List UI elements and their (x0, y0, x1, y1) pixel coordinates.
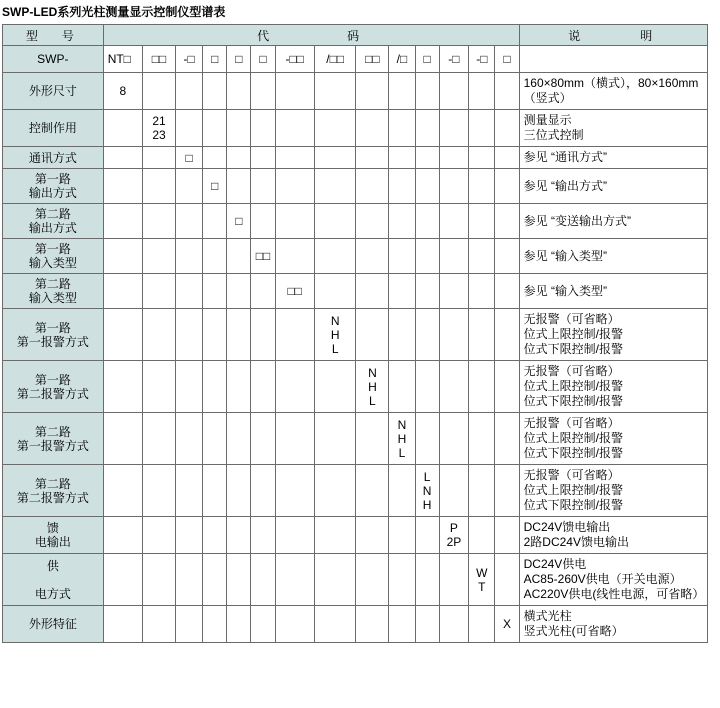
code-cell-empty (439, 309, 469, 361)
code-cell-12: -□ (469, 46, 495, 73)
code-cell-empty (469, 110, 495, 147)
row-label-swp: SWP- (3, 46, 104, 73)
code-cell-empty (389, 606, 415, 643)
code-cell-empty (251, 413, 275, 465)
header-description: 说 明 (519, 25, 707, 46)
code-cell-active: W T (469, 554, 495, 606)
table-row (3, 413, 708, 465)
code-cell-empty (103, 147, 142, 169)
code-cell-empty (469, 606, 495, 643)
table-row (3, 309, 708, 361)
row-label: 外形尺寸 (3, 73, 104, 110)
code-cell-empty (143, 361, 176, 413)
code-cell-empty (275, 309, 314, 361)
code-cell-empty (495, 169, 519, 204)
code-cell-empty (227, 606, 251, 643)
code-cell-empty (203, 204, 227, 239)
code-cell-empty (175, 554, 202, 606)
code-cell-empty (175, 309, 202, 361)
table-row (3, 554, 708, 606)
code-cell-empty (203, 554, 227, 606)
table-row (3, 517, 708, 554)
code-cell-empty (275, 517, 314, 554)
code-cell-empty (389, 465, 415, 517)
row-label: 外形特征 (3, 606, 104, 643)
code-cell-8: □□ (356, 46, 389, 73)
code-cell-empty (275, 239, 314, 274)
code-cell-empty (227, 110, 251, 147)
code-cell-1: □□ (143, 46, 176, 73)
row-description: 参见 “输入类型” (519, 239, 707, 274)
code-cell-empty (389, 309, 415, 361)
code-cell-empty (415, 239, 439, 274)
code-cell-empty (439, 169, 469, 204)
code-cell-empty (175, 204, 202, 239)
code-cell-active: □□ (275, 274, 314, 309)
code-cell-empty (314, 274, 356, 309)
code-cell-empty (356, 169, 389, 204)
code-cell-empty (439, 110, 469, 147)
code-cell-5: □ (251, 46, 275, 73)
code-cell-empty (143, 606, 176, 643)
code-cell-empty (314, 413, 356, 465)
code-cell-empty (103, 465, 142, 517)
code-cell-empty (143, 309, 176, 361)
code-cell-empty (251, 517, 275, 554)
code-cell-empty (314, 239, 356, 274)
table-row (3, 274, 708, 309)
code-cell-empty (251, 274, 275, 309)
code-cell-empty (415, 554, 439, 606)
code-cell-active: N H L (356, 361, 389, 413)
code-cell-empty (103, 110, 142, 147)
row-label: 馈 电输出 (3, 517, 104, 554)
code-cell-active: X (495, 606, 519, 643)
code-cell-4: □ (227, 46, 251, 73)
code-cell-empty (251, 73, 275, 110)
row-description: 参见 “输出方式” (519, 169, 707, 204)
row-description: 无报警（可省略） 位式上限控制/报警 位式下限控制/报警 (519, 309, 707, 361)
code-cell-empty (251, 309, 275, 361)
code-cell-empty (175, 274, 202, 309)
code-cell-empty (389, 110, 415, 147)
code-cell-active: N H L (314, 309, 356, 361)
model-code-table (2, 24, 708, 643)
code-cell-empty (203, 239, 227, 274)
code-cell-empty (103, 169, 142, 204)
code-cell-active: L N H (415, 465, 439, 517)
code-cell-empty (275, 73, 314, 110)
row-description: 参见 “输入类型” (519, 274, 707, 309)
code-cell-empty (415, 361, 439, 413)
code-cell-empty (415, 169, 439, 204)
row-label: 第一路 输出方式 (3, 169, 104, 204)
code-cell-empty (143, 517, 176, 554)
code-cell-empty (275, 554, 314, 606)
header-model: 型 号 (3, 25, 104, 46)
row-description: 无报警（可省略） 位式上限控制/报警 位式下限控制/报警 (519, 413, 707, 465)
code-cell-empty (314, 361, 356, 413)
code-cell-empty (143, 554, 176, 606)
code-cell-empty (227, 73, 251, 110)
code-cell-active: 21 23 (143, 110, 176, 147)
code-cell-empty (469, 169, 495, 204)
code-cell-empty (469, 239, 495, 274)
code-cell-active: □ (227, 204, 251, 239)
code-cell-empty (495, 361, 519, 413)
code-cell-empty (469, 73, 495, 110)
code-cell-empty (415, 73, 439, 110)
code-cell-empty (143, 204, 176, 239)
code-cell-empty (143, 413, 176, 465)
table-row (3, 361, 708, 413)
code-cell-empty (389, 239, 415, 274)
row-description: 测量显示 三位式控制 (519, 110, 707, 147)
code-cell-empty (439, 274, 469, 309)
code-cell-empty (175, 169, 202, 204)
code-cell-empty (251, 606, 275, 643)
table-row (3, 465, 708, 517)
code-cell-empty (389, 274, 415, 309)
code-cell-empty (227, 465, 251, 517)
code-cell-empty (415, 606, 439, 643)
table-row (3, 110, 708, 147)
code-cell-empty (227, 517, 251, 554)
code-cell-empty (469, 465, 495, 517)
code-cell-empty (356, 309, 389, 361)
table-row (3, 169, 708, 204)
row-description: DC24V供电 AC85-260V供电（开关电源） AC220V供电(线性电源，可省略） (519, 554, 707, 606)
code-cell-empty (227, 554, 251, 606)
code-cell-active: P 2P (439, 517, 469, 554)
code-cell-empty (103, 239, 142, 274)
code-cell-empty (495, 465, 519, 517)
table-row (3, 606, 708, 643)
desc-swp (519, 46, 707, 73)
row-label: 第二路 输入类型 (3, 274, 104, 309)
code-cell-empty (314, 204, 356, 239)
code-cell-empty (495, 73, 519, 110)
code-cell-empty (439, 465, 469, 517)
code-cell-empty (495, 554, 519, 606)
code-cell-empty (314, 110, 356, 147)
code-cell-empty (143, 169, 176, 204)
code-cell-empty (251, 204, 275, 239)
code-cell-empty (251, 169, 275, 204)
code-cell-empty (203, 309, 227, 361)
code-cell-7: /□□ (314, 46, 356, 73)
code-cell-2: -□ (175, 46, 202, 73)
code-cell-empty (439, 239, 469, 274)
code-cell-active: 8 (103, 73, 142, 110)
code-cell-empty (103, 204, 142, 239)
code-cell-empty (227, 413, 251, 465)
code-cell-empty (439, 147, 469, 169)
code-cell-empty (495, 413, 519, 465)
code-cell-empty (103, 606, 142, 643)
code-cell-empty (469, 517, 495, 554)
code-cell-empty (175, 517, 202, 554)
code-cell-empty (175, 73, 202, 110)
code-cell-empty (203, 517, 227, 554)
code-cell-empty (495, 517, 519, 554)
code-cell-empty (495, 204, 519, 239)
code-cell-empty (275, 204, 314, 239)
code-cell-empty (439, 73, 469, 110)
code-cell-3: □ (203, 46, 227, 73)
code-cell-empty (203, 73, 227, 110)
code-cell-empty (227, 169, 251, 204)
table-row (3, 147, 708, 169)
code-cell-empty (356, 465, 389, 517)
code-cell-empty (203, 606, 227, 643)
code-cell-empty (203, 465, 227, 517)
code-cell-empty (251, 361, 275, 413)
code-cell-empty (314, 147, 356, 169)
code-cell-empty (143, 274, 176, 309)
code-cell-empty (356, 413, 389, 465)
code-cell-13: □ (495, 46, 519, 73)
code-cell-empty (251, 147, 275, 169)
code-cell-empty (389, 517, 415, 554)
code-cell-empty (439, 606, 469, 643)
code-cell-empty (495, 110, 519, 147)
code-cell-empty (389, 554, 415, 606)
code-cell-empty (356, 110, 389, 147)
code-cell-11: -□ (439, 46, 469, 73)
code-cell-0: NT□ (103, 46, 142, 73)
row-description: 无报警（可省略） 位式上限控制/报警 位式下限控制/报警 (519, 361, 707, 413)
table-row (3, 73, 708, 110)
table-row (3, 239, 708, 274)
code-cell-empty (143, 147, 176, 169)
code-cell-empty (314, 554, 356, 606)
code-cell-empty (103, 309, 142, 361)
code-cell-empty (275, 169, 314, 204)
code-cell-empty (275, 606, 314, 643)
code-cell-empty (275, 465, 314, 517)
row-label: 第二路 第一报警方式 (3, 413, 104, 465)
table-header-row (3, 25, 708, 46)
code-cell-empty (389, 147, 415, 169)
code-cell-active: □ (203, 169, 227, 204)
code-cell-empty (275, 110, 314, 147)
code-cell-empty (227, 239, 251, 274)
code-cell-empty (439, 361, 469, 413)
code-cell-empty (469, 274, 495, 309)
code-cell-empty (389, 169, 415, 204)
table-row-swp (3, 46, 708, 73)
code-cell-empty (439, 413, 469, 465)
code-cell-empty (175, 110, 202, 147)
code-cell-empty (356, 147, 389, 169)
row-description: DC24V馈电输出 2路DC24V馈电输出 (519, 517, 707, 554)
code-cell-empty (275, 413, 314, 465)
code-cell-empty (275, 147, 314, 169)
code-cell-empty (389, 204, 415, 239)
row-label: 第一路 输入类型 (3, 239, 104, 274)
header-code: 代 码 (103, 25, 519, 46)
code-cell-active: □□ (251, 239, 275, 274)
page-title: SWP-LED系列光柱测量显示控制仪型谱表 (2, 5, 226, 19)
code-cell-empty (203, 274, 227, 309)
code-cell-empty (495, 239, 519, 274)
code-cell-empty (251, 554, 275, 606)
code-cell-empty (175, 606, 202, 643)
code-cell-empty (415, 517, 439, 554)
code-cell-active: □ (175, 147, 202, 169)
row-label: 第二路 输出方式 (3, 204, 104, 239)
code-cell-empty (203, 413, 227, 465)
row-description: 无报警（可省略） 位式上限控制/报警 位式下限控制/报警 (519, 465, 707, 517)
code-cell-empty (356, 204, 389, 239)
code-cell-empty (469, 309, 495, 361)
code-cell-empty (356, 606, 389, 643)
code-cell-empty (469, 413, 495, 465)
code-cell-empty (314, 517, 356, 554)
code-cell-empty (143, 73, 176, 110)
code-cell-empty (415, 110, 439, 147)
code-cell-empty (356, 274, 389, 309)
code-cell-empty (495, 274, 519, 309)
code-cell-empty (356, 517, 389, 554)
row-description: 横式光柱 竖式光柱(可省略） (519, 606, 707, 643)
code-cell-empty (203, 147, 227, 169)
code-cell-empty (175, 413, 202, 465)
code-cell-empty (143, 239, 176, 274)
code-cell-empty (356, 239, 389, 274)
code-cell-empty (439, 554, 469, 606)
row-description: 160×80mm（横式），80×160mm（竖式） (519, 73, 707, 110)
row-label: 第二路 第二报警方式 (3, 465, 104, 517)
code-cell-empty (103, 517, 142, 554)
code-cell-empty (314, 73, 356, 110)
code-cell-empty (469, 204, 495, 239)
code-cell-empty (415, 413, 439, 465)
code-cell-empty (227, 147, 251, 169)
code-cell-10: □ (415, 46, 439, 73)
code-cell-empty (175, 361, 202, 413)
row-label: 通讯方式 (3, 147, 104, 169)
code-cell-empty (203, 110, 227, 147)
code-cell-empty (175, 465, 202, 517)
code-cell-empty (143, 465, 176, 517)
code-cell-empty (469, 361, 495, 413)
code-cell-empty (415, 204, 439, 239)
code-cell-empty (356, 73, 389, 110)
code-cell-empty (389, 73, 415, 110)
code-cell-empty (314, 465, 356, 517)
row-label: 控制作用 (3, 110, 104, 147)
code-cell-empty (389, 361, 415, 413)
code-cell-empty (251, 465, 275, 517)
code-cell-empty (103, 274, 142, 309)
row-label: 供 电方式 (3, 554, 104, 606)
code-cell-6: -□□ (275, 46, 314, 73)
code-cell-empty (439, 204, 469, 239)
code-cell-empty (469, 147, 495, 169)
code-cell-empty (227, 361, 251, 413)
code-cell-empty (495, 147, 519, 169)
row-description: 参见 “变送输出方式” (519, 204, 707, 239)
code-cell-empty (103, 554, 142, 606)
code-cell-empty (103, 413, 142, 465)
code-cell-empty (415, 147, 439, 169)
code-cell-active: N H L (389, 413, 415, 465)
code-cell-empty (103, 361, 142, 413)
code-cell-9: /□ (389, 46, 415, 73)
code-cell-empty (356, 554, 389, 606)
code-cell-empty (175, 239, 202, 274)
row-label: 第一路 第二报警方式 (3, 361, 104, 413)
code-cell-empty (314, 606, 356, 643)
code-cell-empty (275, 361, 314, 413)
code-cell-empty (495, 309, 519, 361)
code-cell-empty (314, 169, 356, 204)
code-cell-empty (227, 309, 251, 361)
code-cell-empty (203, 361, 227, 413)
code-cell-empty (251, 110, 275, 147)
row-label: 第一路 第一报警方式 (3, 309, 104, 361)
code-cell-empty (415, 274, 439, 309)
code-cell-empty (415, 309, 439, 361)
table-row (3, 204, 708, 239)
code-cell-empty (227, 274, 251, 309)
row-description: 参见 “通讯方式” (519, 147, 707, 169)
